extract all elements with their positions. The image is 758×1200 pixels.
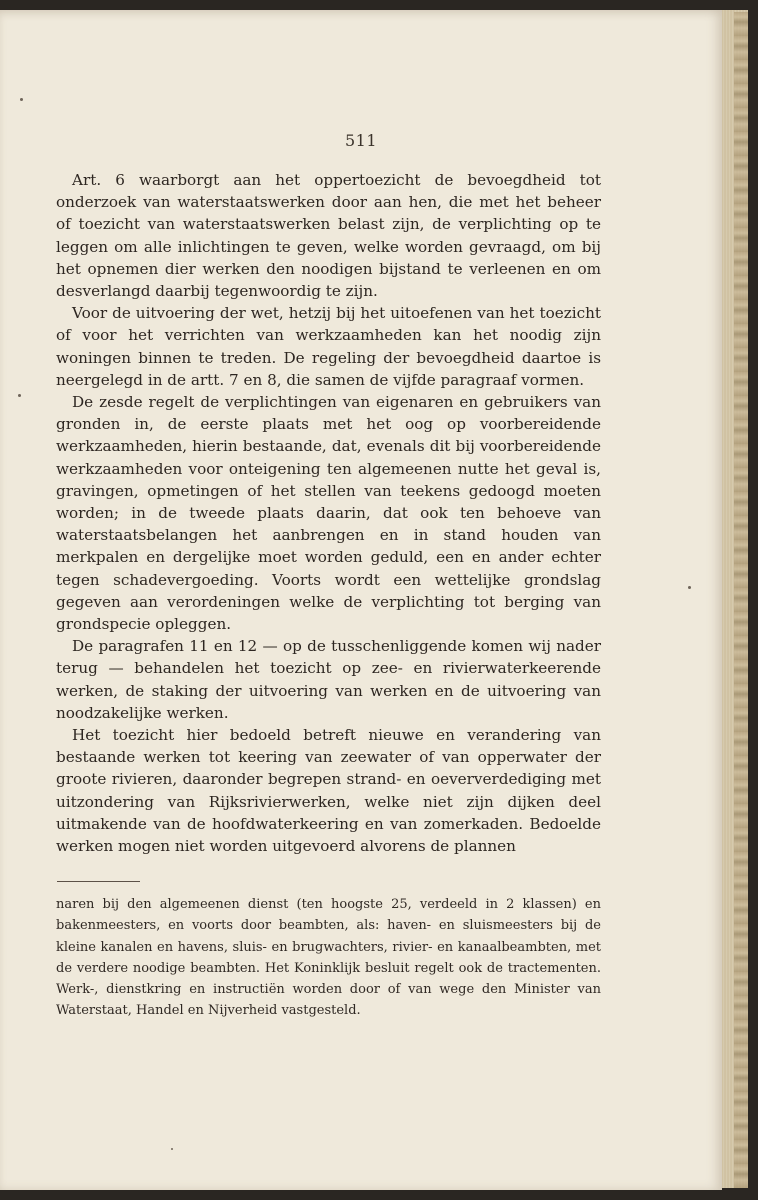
paragraph: Voor de uitvoering der wet, hetzij bij het uitoefenen van het toezicht of voor het verrichten van werkzaamheden kan het noodig zijn woningen binnen te treden. De regeling der bevoegdheid daartoe is neergelegd in de artt. 7 en 8, die samen de vijfde paragraaf vormen. (56, 304, 601, 389)
paper-speck (20, 98, 23, 101)
book-page (0, 10, 722, 1190)
body-text (56, 169, 601, 857)
footnote: naren bij den algemeenen dienst (ten hoogste 25, verdeeld in 2 klassen) en bakenmeesters, en voorts door beambten, als: haven- en sluismeesters bij de kleine kanalen en havens, sluis- en brugwachters, rivier- en kanaalbeambten, met de verdere noodige beambten. Het Koninklijk besluit regelt ook de tractementen. Werk-, dienstkring en instructiën worden door of van wege den Minister van Waterstaat, Handel en Nijverheid vastgesteld. (56, 897, 601, 1019)
paragraph: Art. 6 waarborgt aan het oppertoezicht de bevoegdheid tot onderzoek van waterstaatswerken door aan hen, die met het beheer of toezicht van waterstaatswerken belast zijn, de verplichting op te leggen om alle inlichtingen te geven, welke worden gevraagd, om bij het opnemen dier werken den noodigen bijstand te verleenen en om desverlangd daarbij tegenwoordig te zijn. (56, 171, 601, 301)
paper-speck (688, 586, 691, 589)
paragraph: De zesde regelt de verplichtingen van eigenaren en gebruikers van gronden in, de eerste plaats met het oog op voorbereidende werkzaamheden, hierin bestaande, dat, evenals dit bij voorbereidende werkzaamheden voor onteigening ten algemeenen nutte het geval is, gravingen, opmetingen of het stellen van teekens gedoogd moeten worden; in de tweede plaats daarin, dat ook ten behoeve van waterstaatsbelangen het aanbrengen en in stand houden van merkpalen en dergelijke moet worden geduld, een en ander echter tegen schadevergoeding. Voorts wordt een wettelijke grondslag gegeven aan verordeningen welke de verplichting tot berging van grondspecie opleggen. (56, 393, 601, 634)
paper-speck (171, 1148, 173, 1150)
footnote-divider (57, 881, 140, 882)
page-number: 511 (344, 131, 378, 150)
page-edges-shading (734, 12, 748, 1188)
paragraph: De paragrafen 11 en 12 — op de tusschenliggende komen wij nader terug — behandelen het toezicht op zee- en rivierwaterkeerende werken, de staking der uitvoering van werken en de uitvoering van noodzakelijke werken. (56, 637, 601, 722)
paragraph: Het toezicht hier bedoeld betreft nieuwe en verandering van bestaande werken tot keering van zeewater of van opperwater der groote rivieren, daaronder begrepen strand- en oeververdediging met uitzondering van Rijksrivierwerken, welke niet zijn dijken deel uitmakende van de hoofdwaterkeering en van zomerkaden. Bedoelde werken mogen niet worden uitgevoerd alvorens de plannen (56, 726, 601, 856)
paper-speck (18, 394, 21, 397)
